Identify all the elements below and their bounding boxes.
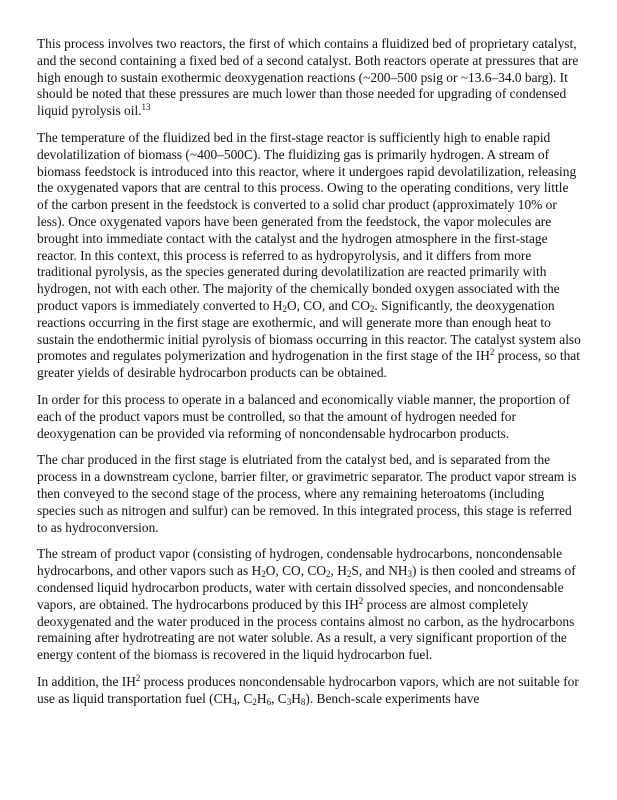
- subscript: 8: [300, 696, 306, 707]
- paragraph-2: [37, 130, 581, 382]
- text-run: . Significantly, the deoxygenation reactions occurring in the first stage are exothermic, and will generate more than enough heat to sustain the endothermic initial pyrolysis of biomass occurring in this reactor. The catalyst system also promotes and regulates polymerization and hydrogenation in the first stage of the IH: [37, 297, 581, 364]
- text-run: H: [256, 690, 267, 706]
- text-run: In addition, the IH: [37, 673, 136, 689]
- text-run: The char produced in the first stage is elutriated from the catalyst bed, and is separated from the process in a downstream cyclone, barrier filter, or gravimetric separator. The product vapor stream is then conveyed to the second stage of the process, where any remaining heteroatoms (including species such as nitrogen and sulfur) can be removed. In this integrated process, this stage is referred to as hydroconversion.: [37, 452, 577, 535]
- text-run: The temperature of the fluidized bed in the first-stage reactor is sufficiently high to enable rapid devolatilization of biomass (~400–500C). The fluidizing gas is primarily hydrogen. A stream of biomass feedstock is introduced into this reactor, where it undergoes rapid devolatilization, releasing the oxygenated vapors that are central to this process. Owing to the operating conditions, very little of the carbon present in the feedstock is converted to a solid char product (approximately 10% or less). Once oxygenated vapors have been generated from the feedstock, the vapor molecules are brought into immediate contact with the catalyst and the hydrogen atmosphere in the first-stage reactor. In this context, this process is referred to as hydropyrolysis, and it differs from more traditional pyrolysis, as the species generated during devolatilization are reacted primarily with hydrogen, not with each other. The majority of the chemically bonded oxygen associated with the product vapors is immediately converted to H: [37, 129, 577, 313]
- paragraph-5: [37, 546, 581, 664]
- text-run: , C: [271, 690, 287, 706]
- subscript: 6: [266, 696, 272, 707]
- superscript: 2: [489, 347, 495, 358]
- text-run: ). Bench-scale experiments have: [305, 690, 480, 706]
- text-run: process, so that greater yields of desirable hydrocarbon products can be obtained.: [37, 348, 580, 381]
- text-run: O, CO, CO: [265, 563, 326, 579]
- text-run: H: [291, 690, 301, 706]
- text-run: , C: [236, 690, 253, 706]
- superscript: 2: [358, 595, 364, 606]
- text-run: O, CO, and CO: [286, 297, 370, 313]
- subscript: 3: [286, 696, 292, 707]
- text-run: ) is then cooled and streams of condensed liquid hydrocarbon products, water with certain dissolved species, and noncondensable vapors, are obtained. The hydrocarbons produced by this IH: [37, 563, 576, 612]
- subscript: 2: [369, 303, 375, 314]
- subscript: 2: [326, 569, 331, 580]
- paragraph-4: [37, 452, 581, 536]
- superscript: 2: [135, 672, 141, 683]
- text-run: process produces noncondensable hydrocarbon vapors, which are not suitable for use as liquid transportation fuel (CH: [37, 673, 579, 706]
- paragraph-6: [37, 674, 581, 708]
- paragraph-1: [37, 36, 581, 120]
- subscript: 2: [252, 696, 257, 707]
- text-run: process are almost completely deoxygenated and the water produced in the process contains almost no carbon, as the hydrocarbons remaining after hydrotreating are not water soluble. As a result, a very significant proportion of the energy content of the biomass is recovered in the liquid hydrocarbon fuel.: [37, 596, 575, 663]
- text-run: , H: [330, 563, 347, 579]
- subscript: 2: [282, 303, 287, 314]
- text-run: S, and NH: [351, 563, 408, 579]
- text-run: This process involves two reactors, the first of which contains a fluidized bed of proprietary catalyst, and the second containing a fixed bed of a second catalyst. Both reactors operate at pressures that are high enough to sustain exothermic deoxygenation reactions (~200–500 psig or ~13.6–34.0 barg). It should be noted that these pressures are much lower than those needed for upgrading of condensed liquid pyrolysis oil.: [37, 36, 579, 119]
- text-run: In order for this process to operate in a balanced and economically viable manner, the proportion of each of the product vapors must be controlled, so that the amount of hydrogen needed for deoxygenation can be provided via reforming of noncondensable hydrocarbon products.: [37, 391, 571, 441]
- document-body: [37, 36, 581, 707]
- paragraph-3: [37, 392, 581, 442]
- subscript: 2: [261, 569, 266, 580]
- subscript: 2: [346, 569, 352, 580]
- subscript: 3: [407, 569, 413, 580]
- footnote-reference: 13: [141, 102, 151, 113]
- subscript: 4: [232, 696, 237, 707]
- text-run: The stream of product vapor (consisting of hydrogen, condensable hydrocarbons, noncondensable hydrocarbons, and other vapors such as H: [37, 546, 563, 579]
